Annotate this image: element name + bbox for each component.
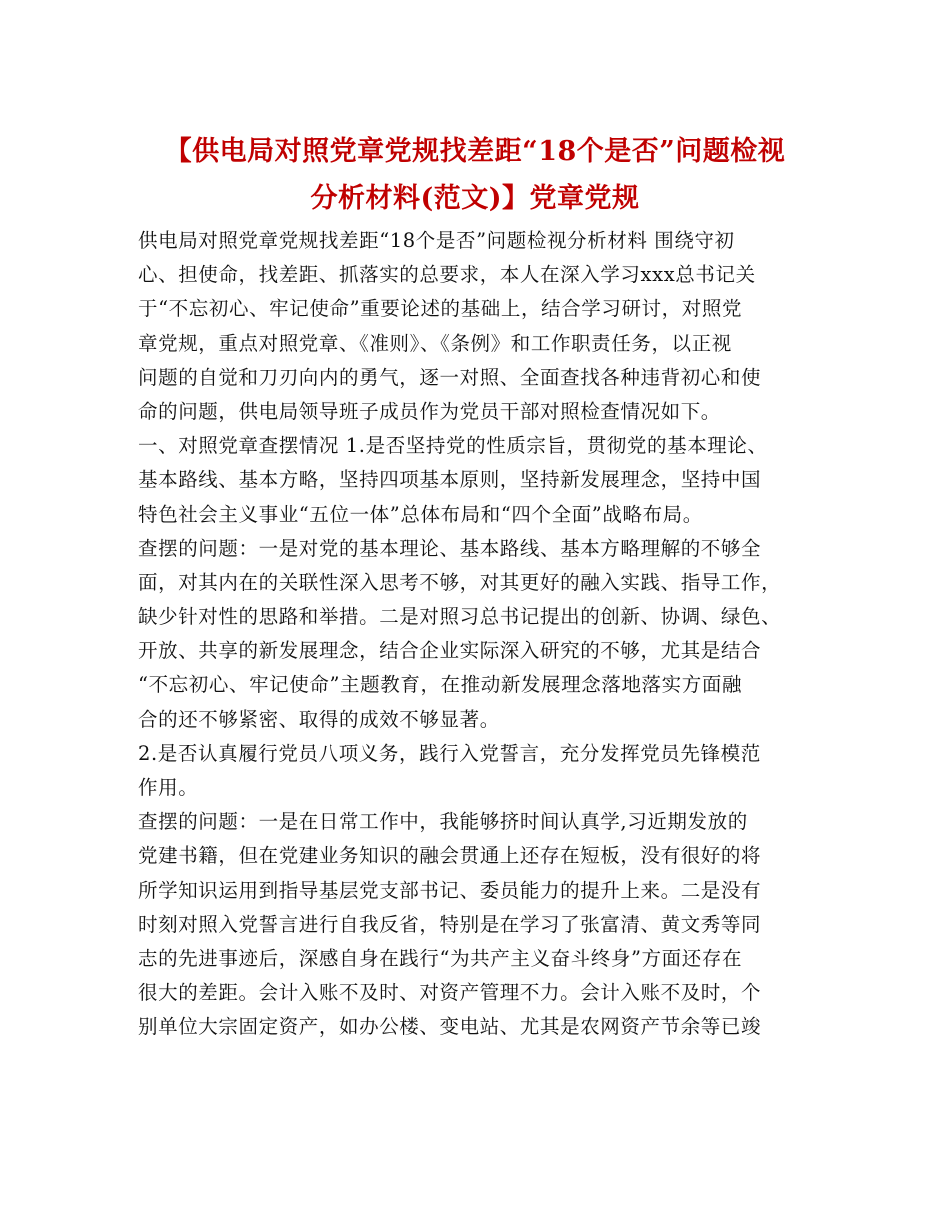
- body-text-line: 供电局对照党章党规找差距“18个是否”问题检视分析材料 围绕守初: [138, 229, 735, 252]
- title-line: 分析材料(范文)】党章党规: [310, 183, 640, 214]
- body-text-line: 2.是否认真履行党员八项义务，践行入党誓言，充分发挥党员先锋模范: [138, 741, 761, 765]
- body-text-line: 一、对照党章查摆情况 1.是否坚持党的性质宗旨，贯彻党的基本理论、: [138, 434, 768, 458]
- body-text-line: 特色社会主义事业“五位一体”总体布局和“四个全面”战略布局。: [138, 502, 703, 526]
- body-text-line: 查摆的问题：一是在日常工作中，我能够挤时间认真学,习近期发放的: [138, 810, 748, 834]
- body-text-line: 基本路线、基本方略，坚持四项基本原则，坚持新发展理念，坚持中国: [138, 468, 762, 492]
- body-text-line: 所学知识运用到指导基层党支部书记、委员能力的提升上来。二是没有: [138, 878, 762, 902]
- body-text-line: 命的问题，供电局领导班子成员作为党员干部对照检查情况如下。: [138, 399, 721, 423]
- body-text-line: “不忘初心、牢记使命”主题教育，在推动新发展理念落地落实方面融: [138, 673, 743, 697]
- body-text-line: 党建书籍，但在党建业务知识的融会贯通上还存在短板，没有很好的将: [138, 844, 762, 868]
- body-text-line: 章党规，重点对照党章、《准则》、《条例》和工作职责任务，以正视: [138, 331, 732, 355]
- document-title: [120, 128, 830, 222]
- body-text-line: 时刻对照入党誓言进行自我反省，特别是在学习了张富清、黄文秀等同: [138, 912, 762, 936]
- body-text-line: 心、担使命，找差距、抓落实的总要求，本人在深入学习xxx总书记关: [138, 263, 756, 287]
- body-text-line: 开放、共享的新发展理念，结合企业实际深入研究的不够，尤其是结合: [138, 639, 762, 663]
- body-text-line: 查摆的问题：一是对党的基本理论、基本路线、基本方略理解的不够全: [138, 536, 762, 560]
- body-text-line: 缺少针对性的思路和举措。二是对照习总书记提出的创新、协调、绿色、: [138, 605, 782, 629]
- body-text-line: 面，对其内在的关联性深入思考不够，对其更好的融入实践、指导工作，: [138, 570, 782, 594]
- body-text-line: 于“不忘初心、牢记使命”重要论述的基础上，结合学习研讨，对照党: [138, 297, 743, 321]
- body-text-line: 作用。: [138, 776, 199, 799]
- body-text-line: 合的还不够紧密、取得的成效不够显著。: [138, 707, 500, 731]
- body-text-line: 志的先进事迹后，深感自身在践行“为共产主义奋斗终身”方面还存在: [138, 946, 743, 970]
- title-line: 【供电局对照党章党规找差距“18个是否”问题检视: [164, 136, 786, 167]
- body-text-line: 问题的自觉和刀刃向内的勇气，逐一对照、全面查找各种违背初心和使: [138, 365, 762, 389]
- body-text-line: 别单位大宗固定资产，如办公楼、变电站、尤其是农网资产节余等已竣: [138, 1015, 762, 1039]
- body-text-line: 很大的差距。会计入账不及时、对资产管理不力。会计入账不及时，个: [138, 981, 762, 1005]
- document-body: [138, 224, 818, 1045]
